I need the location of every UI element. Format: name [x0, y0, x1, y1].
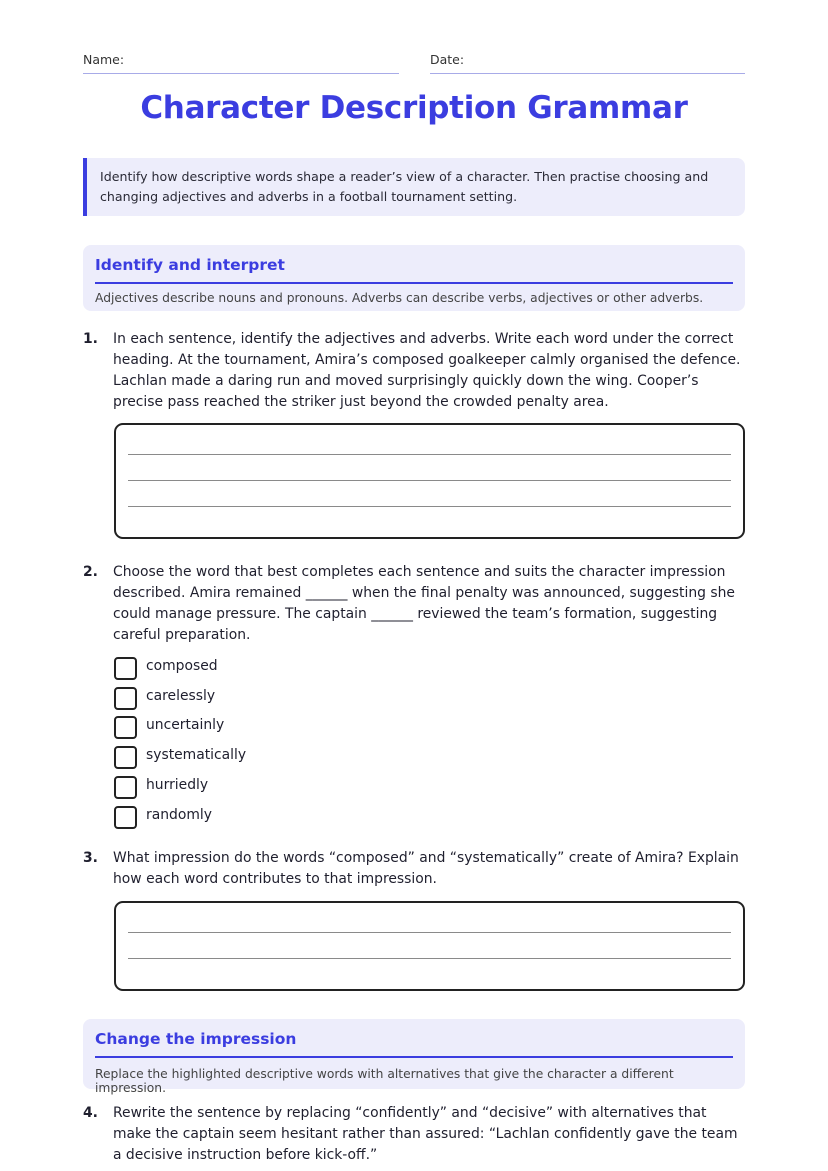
checkbox-icon[interactable] [114, 806, 137, 829]
question-text: What impression do the words “composed” and “systematically” create of Amira? Explain how each word contributes to that impression. [113, 850, 739, 887]
checkbox-icon[interactable] [114, 716, 137, 739]
question-text: In each sentence, identify the adjectives and adverbs. Write each word under the correct heading. At the tournament, Amira’s composed goalkeeper calmly organised the defence. Lachlan made a daring run and moved surprisingly quickly down the wing. Cooper’s precise pass reached the striker just beyond the crowded penalty area. [113, 331, 741, 410]
question-number: 4. [83, 1105, 98, 1121]
answer-box-3[interactable] [114, 901, 745, 991]
checkbox-icon[interactable] [114, 657, 137, 680]
name-field[interactable] [83, 52, 399, 74]
option-label: carelessly [146, 688, 216, 704]
checkbox-icon[interactable] [114, 687, 137, 710]
checkbox-icon[interactable] [114, 746, 137, 769]
question-number: 3. [83, 850, 98, 866]
question-number: 2. [83, 564, 98, 580]
page-title: Character Description Grammar [140, 90, 688, 126]
section-title: Identify and interpret [95, 245, 733, 284]
answer-line [128, 506, 731, 507]
section-description: Replace the highlighted descriptive words with alternatives that give the character a different impression. [95, 1067, 674, 1095]
date-label: Date: [430, 52, 465, 67]
answer-line [128, 454, 731, 455]
question-text: Rewrite the sentence by replacing “confidently” and “decisive” with alternatives that make the captain seem hesitant rather than assured: “Lachlan confidently gave the team a decisive instruction before kick-off.” [113, 1105, 738, 1163]
checkbox-icon[interactable] [114, 776, 137, 799]
answer-line [128, 958, 731, 959]
question-number: 1. [83, 331, 98, 347]
answer-line [128, 480, 731, 481]
date-field[interactable] [430, 52, 745, 74]
section-change-impression [83, 1019, 745, 1095]
section-description: Adjectives describe nouns and pronouns. Adverbs can describe verbs, adjectives or other adverbs. [95, 291, 704, 305]
name-label: Name: [83, 52, 125, 67]
section-identify-interpret [83, 245, 745, 311]
question-text: Choose the word that best completes each sentence and suits the character impression described. Amira remained ______ when the final penalty was announced, suggesting she could manage pressure. The captain ______ reviewed the team’s formation, suggesting careful preparation. [113, 564, 735, 643]
option-label: randomly [146, 807, 212, 823]
intro-callout: Identify how descriptive words shape a reader’s view of a character. Then practise choosing and changing adjectives and adverbs in a football tournament setting. [83, 158, 745, 216]
option-label: composed [146, 658, 218, 674]
answer-box-1[interactable] [114, 423, 745, 539]
answer-line [128, 932, 731, 933]
option-label: systematically [146, 747, 247, 763]
option-label: uncertainly [146, 717, 225, 733]
option-label: hurriedly [146, 777, 209, 793]
section-title: Change the impression [95, 1019, 733, 1058]
